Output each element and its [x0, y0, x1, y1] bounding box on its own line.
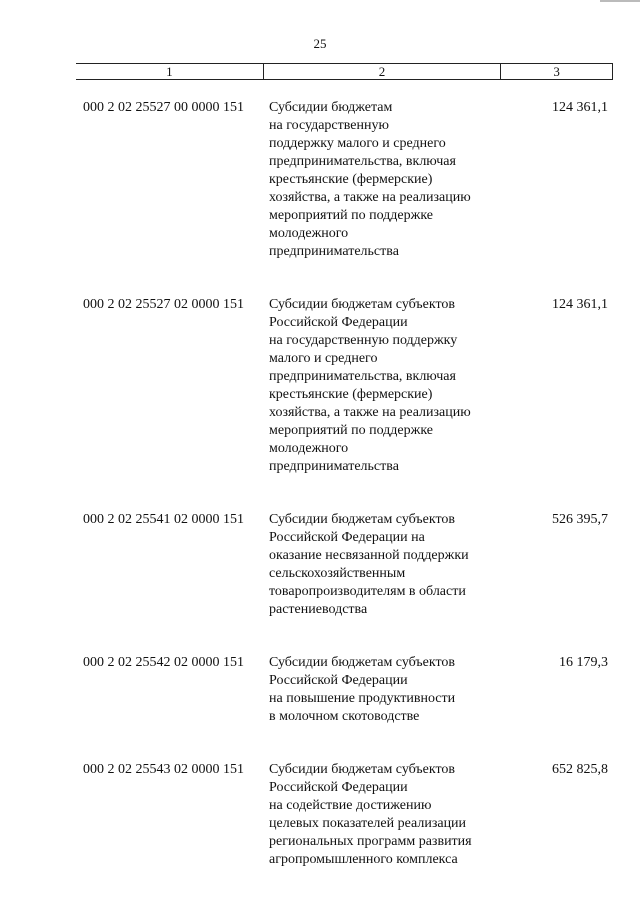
header-col-1: 1 [76, 64, 264, 79]
description-line: Российской Федерации на [269, 530, 425, 545]
description-line: Субсидии бюджетам субъектов [269, 762, 456, 777]
description-line: молодежного [269, 441, 349, 456]
description-line: сельскохозяйственным [269, 566, 406, 581]
description-line: оказание несвязанной поддержки [269, 548, 469, 563]
description [269, 99, 509, 261]
budget-code: 000 2 02 25541 02 0000 151 [83, 512, 244, 527]
description-line: предпринимательства [269, 244, 399, 259]
amount: 526 395,7 [552, 512, 608, 527]
description-line: Субсидии бюджетам [269, 100, 393, 115]
description-line: хозяйства, а также на реализацию [269, 405, 471, 420]
table-header [76, 63, 613, 80]
description-line: целевых показателей реализации [269, 816, 467, 831]
description-line: Субсидии бюджетам субъектов [269, 512, 456, 527]
amount: 124 361,1 [552, 100, 608, 115]
description-line: малого и среднего [269, 351, 378, 366]
description-line: Субсидии бюджетам субъектов [269, 297, 456, 312]
description-line: на повышение продуктивности [269, 691, 456, 706]
description-line: на государственную [269, 118, 389, 133]
description-line: агропромышленного комплекса [269, 852, 458, 867]
amount: 652 825,8 [552, 762, 608, 777]
description-line: предпринимательства, включая [269, 369, 456, 384]
description [269, 654, 509, 726]
description [269, 761, 509, 869]
description-line: поддержку малого и среднего [269, 136, 446, 151]
description-line: товаропроизводителям в области [269, 584, 466, 599]
amount: 16 179,3 [559, 655, 608, 670]
description-line: региональных программ развития [269, 834, 472, 849]
budget-code: 000 2 02 25527 00 0000 151 [83, 100, 244, 115]
description-line: мероприятий по поддержке [269, 423, 433, 438]
description [269, 511, 509, 619]
budget-code: 000 2 02 25527 02 0000 151 [83, 297, 244, 312]
description-line: предпринимательства, включая [269, 154, 456, 169]
description-line: предпринимательства [269, 459, 399, 474]
header-col-3: 3 [553, 64, 560, 79]
description-line: растениеводства [269, 602, 368, 617]
description-line: на содействие достижению [269, 798, 432, 813]
page-number: 25 [313, 36, 327, 51]
budget-code: 000 2 02 25542 02 0000 151 [83, 655, 244, 670]
description-line: Российской Федерации [269, 673, 408, 688]
description-line: в молочном скотоводстве [269, 709, 420, 724]
header-col-2: 2 [264, 64, 502, 79]
scan-edge-mark [600, 0, 640, 2]
description-line: крестьянские (фермерские) [269, 172, 433, 187]
description-line: хозяйства, а также на реализацию [269, 190, 471, 205]
budget-code: 000 2 02 25543 02 0000 151 [83, 762, 244, 777]
description-line: молодежного [269, 226, 349, 241]
description-line: Российской Федерации [269, 780, 408, 795]
description-line: Российской Федерации [269, 315, 408, 330]
amount: 124 361,1 [552, 297, 608, 312]
description [269, 296, 509, 476]
description-line: на государственную поддержку [269, 333, 458, 348]
description-line: крестьянские (фермерские) [269, 387, 433, 402]
description-line: Субсидии бюджетам субъектов [269, 655, 456, 670]
description-line: мероприятий по поддержке [269, 208, 433, 223]
